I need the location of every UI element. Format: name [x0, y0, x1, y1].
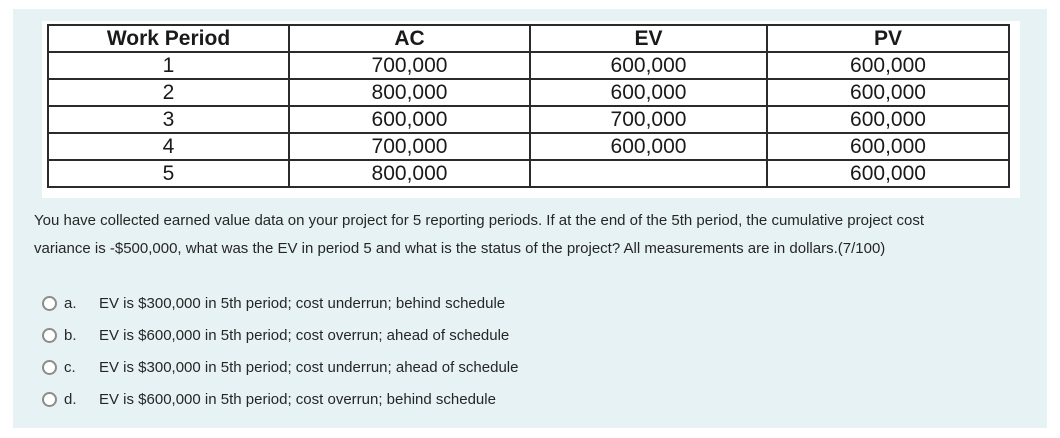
cell-ac: 800,000: [289, 160, 530, 187]
option-letter: c.: [64, 358, 76, 376]
cell-ac: 600,000: [289, 106, 530, 133]
cell-ac: 800,000: [289, 79, 530, 106]
table-row: [48, 106, 1009, 133]
earned-value-table: [47, 24, 1010, 188]
header-ac: AC: [289, 25, 530, 52]
cell-ac: 700,000: [289, 133, 530, 160]
cell-pv: 600,000: [767, 79, 1009, 106]
cell-ac: 700,000: [289, 52, 530, 79]
cell-period: 3: [48, 106, 289, 133]
question-line-1: You have collected earned value data on your project for 5 reporting periods. If at the end of the 5th period, the cumulative project cost: [34, 212, 925, 229]
radio-button-icon[interactable]: [42, 296, 57, 311]
cell-period: 5: [48, 160, 289, 187]
option-a[interactable]: [42, 287, 518, 319]
option-text[interactable]: EV is $300,000 in 5th period; cost underrun; behind schedule: [99, 294, 506, 312]
cell-period: 1: [48, 52, 289, 79]
question-text: [34, 207, 1034, 263]
table-row: [48, 79, 1009, 106]
option-b[interactable]: [42, 319, 518, 351]
option-c[interactable]: [42, 351, 518, 383]
cell-pv: 600,000: [767, 52, 1009, 79]
table-row: [48, 133, 1009, 160]
cell-ev: 600,000: [530, 52, 767, 79]
cell-pv: 600,000: [767, 133, 1009, 160]
cell-period: 2: [48, 79, 289, 106]
cell-ev: 600,000: [530, 133, 767, 160]
radio-button-icon[interactable]: [42, 360, 57, 375]
option-letter: b.: [64, 326, 77, 344]
cell-ev: [530, 160, 767, 187]
radio-button-icon[interactable]: [42, 328, 57, 343]
option-d[interactable]: [42, 383, 518, 415]
header-work-period: Work Period: [48, 25, 289, 52]
header-pv: PV: [767, 25, 1009, 52]
header-ev: EV: [530, 25, 767, 52]
table-header-row: [48, 25, 1009, 52]
option-letter: d.: [64, 390, 77, 408]
cell-ev: 600,000: [530, 79, 767, 106]
cell-pv: 600,000: [767, 160, 1009, 187]
radio-button-icon[interactable]: [42, 392, 57, 407]
option-text[interactable]: EV is $600,000 in 5th period; cost overrun; ahead of schedule: [99, 326, 510, 344]
answer-options: [42, 287, 518, 415]
table-row: [48, 52, 1009, 79]
cell-period: 4: [48, 133, 289, 160]
option-text[interactable]: EV is $300,000 in 5th period; cost underrun; ahead of schedule: [99, 358, 519, 376]
cell-pv: 600,000: [767, 106, 1009, 133]
table-row: [48, 160, 1009, 187]
option-text[interactable]: EV is $600,000 in 5th period; cost overrun; behind schedule: [99, 390, 496, 408]
option-letter: a.: [64, 294, 77, 312]
question-line-2: variance is -$500,000, what was the EV in period 5 and what is the status of the project? All measurements are in dollars.(7/100): [34, 240, 886, 257]
cell-ev: 700,000: [530, 106, 767, 133]
